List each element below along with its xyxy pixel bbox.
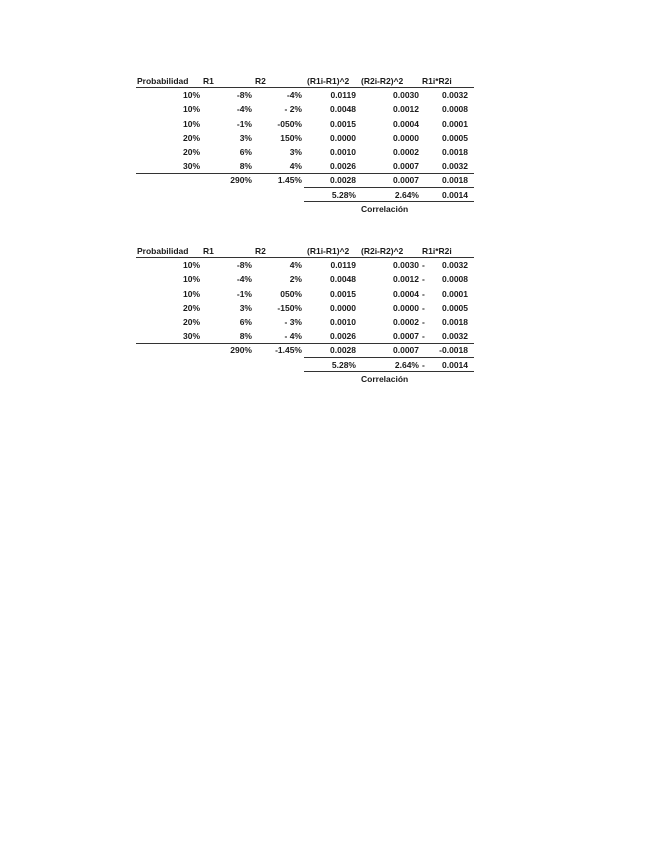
correlacion-label: Correlación	[361, 373, 409, 384]
cell-r1-times-r2: 0.0018	[442, 316, 468, 327]
header-probabilidad: Probabilidad	[137, 246, 189, 256]
cell-r1: -4%	[236, 104, 252, 115]
cell-r1-times-r2: 0.0005	[442, 132, 468, 143]
table-row	[136, 272, 474, 286]
cell-sign: -	[422, 288, 425, 299]
cell-probabilidad: 10%	[182, 288, 200, 299]
header-r1-times-r2: R1i*R2i	[422, 76, 452, 86]
total-r1-dev-sq: 0.0028	[330, 175, 356, 186]
cell-r2-dev-sq: 0.0012	[393, 104, 419, 115]
cell-r2: -4%	[286, 90, 302, 101]
cell-r1-times-r2: 0.0001	[442, 288, 468, 299]
table-row	[136, 131, 474, 145]
header-r2: R2	[255, 246, 266, 256]
cell-r1: 8%	[239, 161, 252, 172]
cell-r1: -8%	[236, 260, 252, 271]
cell-r2-dev-sq: 0.0012	[393, 274, 419, 285]
stats-sign: -	[422, 359, 425, 370]
cell-r1-times-r2: 0.0032	[442, 161, 468, 172]
total-r1: 290%	[230, 175, 252, 186]
cell-r1: -4%	[236, 274, 252, 285]
cell-r2-dev-sq: 0.0004	[393, 288, 419, 299]
correlacion-label: Correlación	[361, 203, 409, 214]
cell-r2-dev-sq: 0.0030	[393, 260, 419, 271]
stdev-r2: 2.64%	[394, 359, 419, 370]
cell-r2-dev-sq: 0.0002	[393, 146, 419, 157]
table-row	[136, 145, 474, 159]
total-r2-dev-sq: 0.0007	[393, 175, 419, 186]
cell-r1: 6%	[239, 316, 252, 327]
cell-probabilidad: 10%	[182, 90, 200, 101]
cell-r2-dev-sq: 0.0002	[393, 316, 419, 327]
cell-probabilidad: 30%	[182, 161, 200, 172]
table-row	[136, 159, 474, 173]
cell-r2: 050%	[280, 288, 302, 299]
table-row	[136, 287, 474, 301]
cell-r2: 2%	[289, 274, 302, 285]
cell-r2: 4%	[289, 260, 302, 271]
stats-row	[136, 188, 474, 202]
header-r1: R1	[203, 76, 214, 86]
header-row	[136, 244, 474, 258]
cell-r1: 8%	[239, 331, 252, 342]
covariance-value: 0.0014	[442, 359, 468, 370]
cell-sign: -	[422, 302, 425, 313]
cell-r2-dev-sq: 0.0000	[393, 132, 419, 143]
cell-sign: -	[422, 274, 425, 285]
cell-r1-times-r2: 0.0008	[442, 104, 468, 115]
table-row	[136, 301, 474, 315]
cell-probabilidad: 20%	[182, 302, 200, 313]
cell-r2: 3%	[289, 146, 302, 157]
cell-r1-times-r2: 0.0032	[442, 260, 468, 271]
cell-r1: 3%	[239, 302, 252, 313]
cell-r1-dev-sq: 0.0026	[330, 331, 356, 342]
header-probabilidad: Probabilidad	[137, 76, 189, 86]
cell-probabilidad: 20%	[182, 132, 200, 143]
table-row	[136, 315, 474, 329]
cell-probabilidad: 10%	[182, 260, 200, 271]
cell-r2: - 3%	[284, 316, 302, 327]
cell-r1: 3%	[239, 132, 252, 143]
label-row	[136, 372, 474, 386]
cell-r1: -1%	[236, 288, 252, 299]
cell-r1-times-r2: 0.0032	[442, 90, 468, 101]
cell-r1-dev-sq: 0.0048	[330, 274, 356, 285]
cell-r2-dev-sq: 0.0030	[393, 90, 419, 101]
cell-probabilidad: 30%	[182, 331, 200, 342]
cell-r1-dev-sq: 0.0026	[330, 161, 356, 172]
cell-probabilidad: 10%	[182, 118, 200, 129]
cell-r1-dev-sq: 0.0010	[330, 146, 356, 157]
cell-r2-dev-sq: 0.0007	[393, 331, 419, 342]
header-r1: R1	[203, 246, 214, 256]
cell-r1-times-r2: 0.0018	[442, 146, 468, 157]
cell-probabilidad: 20%	[182, 316, 200, 327]
cell-r2: 150%	[280, 132, 302, 143]
cell-r1-dev-sq: 0.0000	[330, 132, 356, 143]
cell-r1-dev-sq: 0.0119	[330, 260, 356, 271]
cell-r1: 6%	[239, 146, 252, 157]
stats-row	[136, 358, 474, 372]
header-r2-dev-sq: (R2i-R2)^2	[361, 76, 404, 86]
cell-r2: -150%	[277, 302, 302, 313]
cell-r1-dev-sq: 0.0000	[330, 302, 356, 313]
cell-r2-dev-sq: 0.0007	[393, 161, 419, 172]
cell-r1: -8%	[236, 90, 252, 101]
total-r1-dev-sq: 0.0028	[330, 345, 356, 356]
label-row	[136, 202, 474, 216]
table-row	[136, 102, 474, 116]
cell-r1-times-r2: 0.0005	[442, 302, 468, 313]
header-r1-dev-sq: (R1i-R1)^2	[307, 76, 350, 86]
stdev-r1: 5.28%	[331, 359, 356, 370]
cell-r1-times-r2: 0.0001	[442, 118, 468, 129]
cell-r1-dev-sq: 0.0015	[330, 288, 356, 299]
cell-probabilidad: 20%	[182, 146, 200, 157]
stdev-r2: 2.64%	[394, 189, 419, 200]
covariance-table-1	[136, 74, 474, 216]
cell-sign: -	[422, 260, 425, 271]
cell-r1-dev-sq: 0.0119	[330, 90, 356, 101]
cell-r2-dev-sq: 0.0004	[393, 118, 419, 129]
cell-r2: - 2%	[284, 104, 302, 115]
cell-r1-dev-sq: 0.0010	[330, 316, 356, 327]
total-r2: 1.45%	[277, 175, 302, 186]
header-r1-dev-sq: (R1i-R1)^2	[307, 246, 350, 256]
table-row	[136, 329, 474, 343]
cell-r1: -1%	[236, 118, 252, 129]
header-r2: R2	[255, 76, 266, 86]
cell-probabilidad: 10%	[182, 104, 200, 115]
header-r1-times-r2: R1i*R2i	[422, 246, 452, 256]
cell-sign: -	[422, 316, 425, 327]
table-row	[136, 258, 474, 272]
cell-r2: - 4%	[284, 331, 302, 342]
table-row	[136, 117, 474, 131]
header-row	[136, 74, 474, 88]
cell-probabilidad: 10%	[182, 274, 200, 285]
cell-r1-dev-sq: 0.0015	[330, 118, 356, 129]
header-r2-dev-sq: (R2i-R2)^2	[361, 246, 404, 256]
total-r2-dev-sq: 0.0007	[393, 345, 419, 356]
stdev-r1: 5.28%	[331, 189, 356, 200]
total-r2: -1.45%	[275, 345, 302, 356]
cell-r1-times-r2: 0.0032	[442, 331, 468, 342]
total-r1: 290%	[230, 345, 252, 356]
cell-r1-times-r2: 0.0008	[442, 274, 468, 285]
total-r1-times-r2: 0.0018	[442, 175, 468, 186]
totals-row	[136, 173, 474, 187]
covariance-value: 0.0014	[442, 189, 468, 200]
cell-r2: 4%	[289, 161, 302, 172]
cell-r1-dev-sq: 0.0048	[330, 104, 356, 115]
cell-sign: -	[422, 331, 425, 342]
cell-r2: -050%	[277, 118, 302, 129]
total-r1-times-r2: -0.0018	[439, 345, 468, 356]
covariance-table-2	[136, 244, 474, 386]
totals-row	[136, 343, 474, 357]
table-row	[136, 88, 474, 102]
cell-r2-dev-sq: 0.0000	[393, 302, 419, 313]
